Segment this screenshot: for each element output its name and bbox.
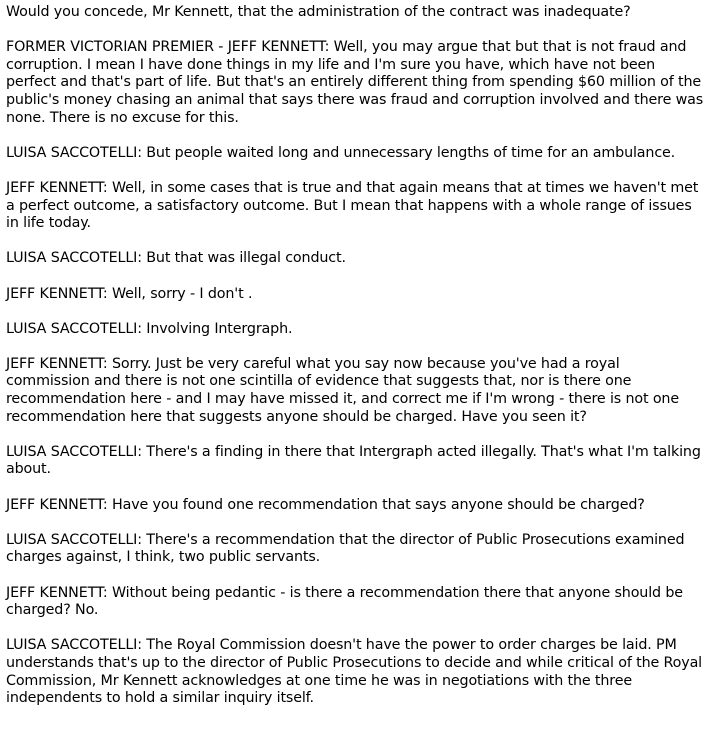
paragraph-question: Would you concede, Mr Kennett, that the administration of the contract was inadequate? (6, 4, 631, 20)
paragraph-saccotelli-dpp: LUISA SACCOTELLI: There's a recommendation that the director of Public Prosecutions examined charges against, I think, two public servants. (6, 531, 685, 566)
paragraph-kennett-pedantic: JEFF KENNETT: Without being pedantic - is there a recommendation there that anyone should be charged? No. (6, 584, 683, 619)
paragraph-saccotelli-illegal: LUISA SACCOTELLI: But that was illegal conduct. (6, 250, 346, 267)
paragraph-kennett-outcome: JEFF KENNETT: Well, in some cases that is true and that again means that at times we haven't met a perfect outcome, a satisfactory outcome. But I mean that happens with a whole range of issues in life today. (6, 179, 699, 232)
paragraph-kennett-sorry: JEFF KENNETT: Well, sorry - I don't . (6, 285, 253, 302)
paragraph-saccotelli-ambulance: LUISA SACCOTELLI: But people waited long and unnecessary lengths of time for an ambulance. (6, 144, 676, 161)
paragraph-kennett-careful: JEFF KENNETT: Sorry. Just be very careful what you say now because you've had a royal commission and there is not one scintilla of evidence that suggests that, nor is there one recommendation here - and I may have missed it, and correct me if I'm wrong - there is not one recommendation here that suggests anyone should be charged. Have you seen it? (6, 355, 679, 425)
paragraph-saccotelli-finding: LUISA SACCOTELLI: There's a finding in there that Intergraph acted illegally. That's what I'm talking about. (6, 443, 701, 478)
paragraph-kennett-response: FORMER VICTORIAN PREMIER - JEFF KENNETT: Well, you may argue that but that is not fraud and corruption. I mean I have done things in my life and I'm sure you have, which have not been perfect and that's part of life. But that's an entirely different thing from spending $60 million of the public's money chasing an animal that says there was fraud and corruption involved and there was none. There is no excuse for this. (6, 39, 704, 126)
paragraph-kennett-recommendation: JEFF KENNETT: Have you found one recommendation that says anyone should be charged? (6, 496, 645, 513)
paragraph-saccotelli-royal-commission: LUISA SACCOTELLI: The Royal Commission doesn't have the power to order charges be laid. PM understands that's up to the director of Public Prosecutions to decide and while critical of the Royal Commission, Mr Kennett acknowledges at one time he was in negotiations with the three independents to hold a similar inquiry itself. (6, 637, 702, 707)
paragraph-saccotelli-intergraph: LUISA SACCOTELLI: Involving Intergraph. (6, 320, 293, 337)
